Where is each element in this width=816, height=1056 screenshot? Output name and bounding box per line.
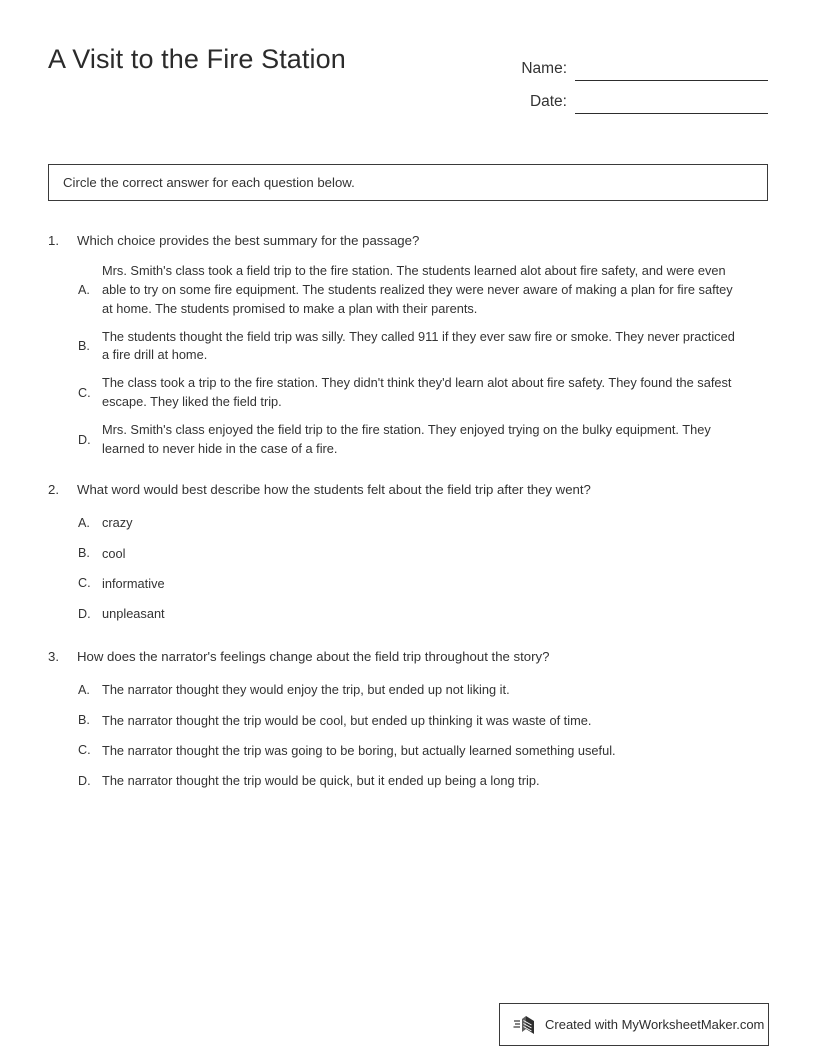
option-letter: C. bbox=[78, 743, 91, 758]
option-letter: C. bbox=[78, 576, 91, 591]
option-row[interactable] bbox=[48, 680, 768, 699]
option-letter: D. bbox=[78, 432, 91, 447]
option-text: The narrator thought the trip would be quick, but it ended up being a long trip. bbox=[102, 772, 540, 788]
footer-attribution-badge[interactable] bbox=[499, 1003, 769, 1046]
option-text: The students thought the field trip was silly. They called 911 if they ever saw fire or smoke. They never practiced a fire drill at home. bbox=[102, 328, 735, 363]
question-block bbox=[48, 231, 768, 458]
option-row[interactable] bbox=[48, 574, 768, 593]
option-row[interactable] bbox=[48, 741, 768, 760]
option-row[interactable] bbox=[48, 513, 768, 532]
name-input-line[interactable] bbox=[575, 58, 768, 81]
instruction-box bbox=[48, 164, 768, 201]
student-fields bbox=[498, 48, 768, 114]
option-letter: D. bbox=[78, 606, 91, 621]
question-text: Which choice provides the best summary for the passage? bbox=[77, 233, 420, 248]
option-row[interactable] bbox=[48, 544, 768, 563]
option-letter: B. bbox=[78, 339, 90, 354]
footer-attribution-text: Created with MyWorksheetMaker.com bbox=[545, 1017, 765, 1032]
option-text: The narrator thought the trip was going to be boring, but actually learned something useful. bbox=[102, 742, 616, 758]
question-block bbox=[48, 480, 768, 623]
name-label: Name: bbox=[521, 60, 567, 77]
answer-options bbox=[48, 513, 768, 623]
option-row[interactable] bbox=[48, 421, 768, 459]
option-letter: A. bbox=[78, 682, 90, 697]
option-text: The class took a trip to the fire station. They didn't think they'd learn alot about fire safety. They found the safest escape. They liked the field trip. bbox=[102, 375, 732, 409]
date-label: Date: bbox=[529, 93, 567, 110]
option-row[interactable] bbox=[48, 604, 768, 623]
option-row[interactable] bbox=[48, 262, 768, 318]
option-letter: C. bbox=[78, 385, 91, 400]
option-row[interactable] bbox=[48, 771, 768, 790]
question-number: 1. bbox=[48, 233, 59, 248]
question-text: How does the narrator's feelings change about the field trip throughout the story? bbox=[77, 649, 550, 665]
option-text: Mrs. Smith's class enjoyed the field trip to the fire station. They enjoyed trying on the bulky equipment. They learned to never hide in the case of a fire. bbox=[102, 421, 711, 456]
worksheet-maker-logo-icon bbox=[513, 1014, 537, 1036]
option-text: informative bbox=[102, 575, 165, 591]
option-letter: D. bbox=[78, 773, 91, 788]
option-text: unpleasant bbox=[102, 606, 165, 622]
date-input-line[interactable] bbox=[575, 91, 768, 114]
name-field-row bbox=[498, 48, 768, 81]
option-row[interactable] bbox=[48, 328, 768, 366]
option-row[interactable] bbox=[48, 374, 768, 412]
question-text: What word would best describe how the students felt about the field trip after they went? bbox=[77, 482, 591, 498]
worksheet-header bbox=[48, 44, 768, 124]
date-field-row bbox=[498, 81, 768, 114]
option-letter: B. bbox=[78, 546, 90, 561]
option-row[interactable] bbox=[48, 711, 768, 730]
option-text: cool bbox=[102, 545, 126, 561]
question-heading bbox=[48, 231, 768, 250]
option-letter: A. bbox=[78, 283, 90, 298]
option-letter: B. bbox=[78, 713, 90, 728]
question-block bbox=[48, 647, 768, 790]
question-heading bbox=[48, 647, 768, 666]
option-letter: A. bbox=[78, 516, 90, 531]
option-text: The narrator thought they would enjoy the trip, but ended up not liking it. bbox=[102, 682, 510, 698]
question-number: 3. bbox=[48, 649, 59, 665]
option-text: The narrator thought the trip would be cool, but ended up thinking it was waste of time. bbox=[102, 712, 592, 728]
question-number: 2. bbox=[48, 482, 59, 498]
option-text: crazy bbox=[102, 515, 133, 531]
instruction-text: Circle the correct answer for each question below. bbox=[63, 175, 355, 190]
page-title: A Visit to the Fire Station bbox=[48, 44, 346, 74]
questions-list bbox=[48, 231, 768, 807]
question-heading bbox=[48, 480, 768, 499]
answer-options bbox=[48, 262, 768, 458]
answer-options bbox=[48, 680, 768, 790]
option-text: Mrs. Smith's class took a field trip to the fire station. The students learned alot about fire safety, and were even able to try on some fire equipment. The students realized they were never aware of making a plan for fire saftey at home. The students promised to make a plan with their parents. bbox=[102, 263, 733, 316]
